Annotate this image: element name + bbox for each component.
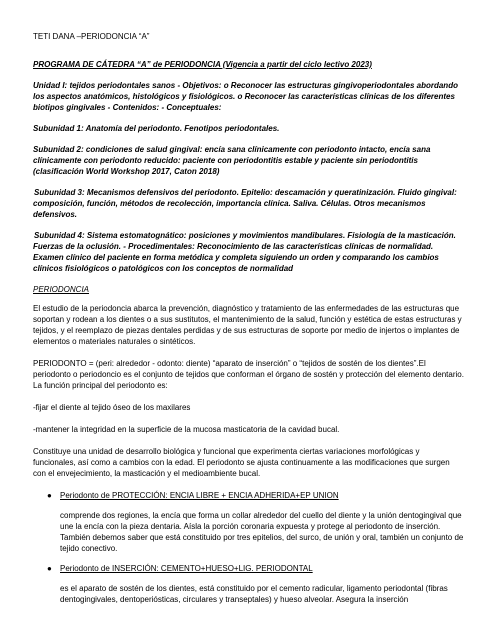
document-header-title: TETI DANA –PERIODONCIA “A”	[33, 32, 150, 41]
periodonto-types-list-2	[33, 563, 464, 574]
bullet-icon: ●	[47, 491, 52, 500]
development-paragraph: Constituye una unidad de desarrollo biológica y funcional que experimenta ciertas variaciones morfológicas y funcionales, así como a cambios con la edad. El periodonto se ajusta continuamente a las modificaciones que surgen con el envejecimiento, la masticación y el medioambiente bucal.	[33, 447, 450, 478]
subunit-2-paragraph: Subunidad 2: condiciones de salud gingival: encía sana clínicamente con periodonto intacto, encía sana clínicamente con periodonto reducido: paciente con periodontitis estable y paciente sin periodontitis (clasificación World Workshop 2017, Caton 2018)	[33, 145, 431, 176]
function-item-1: -fijar el diente al tejido óseo de los maxilares	[33, 403, 191, 412]
section-heading-periodoncia: PERIODONCIA	[33, 285, 90, 294]
list-item	[33, 563, 464, 574]
intro-paragraph: El estudio de la periodoncia abarca la prevención, diagnóstico y tratamiento de las enfermedades de las estructuras que soportan y rodean a los dientes o a sus sustitutos, el mantenimiento de la salud, función y estética de estas estructuras y tejidos, y el reemplazo de piezas dentales perdidas y de sus estructuras de soporte por medio de injertos o implantes de elementos o materiales naturales o sintéticos.	[33, 304, 462, 346]
program-title: PROGRAMA DE CÁTEDRA “A” de PERIODONCIA (Vigencia a partir del ciclo lectivo 2023)	[33, 60, 372, 69]
insertion-periodonto-title: Periodonto de INSERCIÓN: CEMENTO+HUESO+LIG. PERIODONTAL	[60, 564, 313, 573]
function-item-2: -mantener la integridad en la superficie de la mucosa masticatoria de la cavidad bucal.	[33, 425, 340, 434]
insertion-periodonto-description: es el aparato de sostén de los dientes, está constituido por el cemento radicular, ligamento periodontal (fibras dentogingivales, dentoperiósticas, circulares y transeptales) y hueso alveolar. Asegura la inserción	[60, 584, 448, 604]
subunit-3-paragraph: Subunidad 3: Mecanismos defensivos del periodonto. Epitelio: descamación y queratinización. Fluido gingival: composición, función, métodos de recolección, importancia clínica. Saliva. Células. Otros mecanismos defensivos.	[33, 188, 457, 219]
subunit-1-paragraph: Subunidad 1: Anatomía del periodonto. Fenotipos periodontales.	[33, 124, 280, 133]
periodonto-definition-paragraph: PERIODONTO = (peri: alrededor - odonto: diente) “aparato de inserción” o “tejidos de sostén de los dientes”.El periodonto o periodoncio es el conjunto de tejidos que conforman el órgano de sostén y protección del elemento dentario. La función principal del periodonto es:	[33, 359, 464, 390]
periodonto-types-list	[33, 490, 464, 501]
unit-1-paragraph: Unidad I: tejidos periodontales sanos - Objetivos: o Reconocer las estructuras gingivoperiodontales abordando los aspectos anatómicos, histológicos y fisiológicos. o Reconocer las características clínicas de los diferentes biotipos gingivales - Contenidos: - Conceptuales:	[33, 81, 458, 112]
bullet-icon: ●	[47, 564, 52, 573]
list-item	[33, 490, 464, 501]
subunit-4-paragraph: Subunidad 4: Sistema estomatognático: posiciones y movimientos mandibulares. Fisiología de la masticación. Fuerzas de la oclusión. - Procedimentales: Reconocimiento de las características clínicas de normalidad. Examen clínico del paciente en forma metódica y completa siguiendo un orden y comparando los cambios clínicos fisiológicos o patológicos con los conceptos de normalidad	[33, 231, 456, 273]
protection-periodonto-title: Periodonto de PROTECCIÓN: ENCIA LIBRE + ENCIA ADHERIDA+EP UNION	[60, 491, 339, 500]
protection-periodonto-description: comprende dos regiones, la encía que forma un collar alrededor del cuello del diente y la unión dentogingival que une la encía con la pieza dentaria. Aísla la porción coronaria expuesta y protege al periodonto de inserción. También debemos saber que está constituido por tres epitelios, del surco, de unión y oral, también un conjunto de tejido conectivo.	[60, 511, 464, 553]
